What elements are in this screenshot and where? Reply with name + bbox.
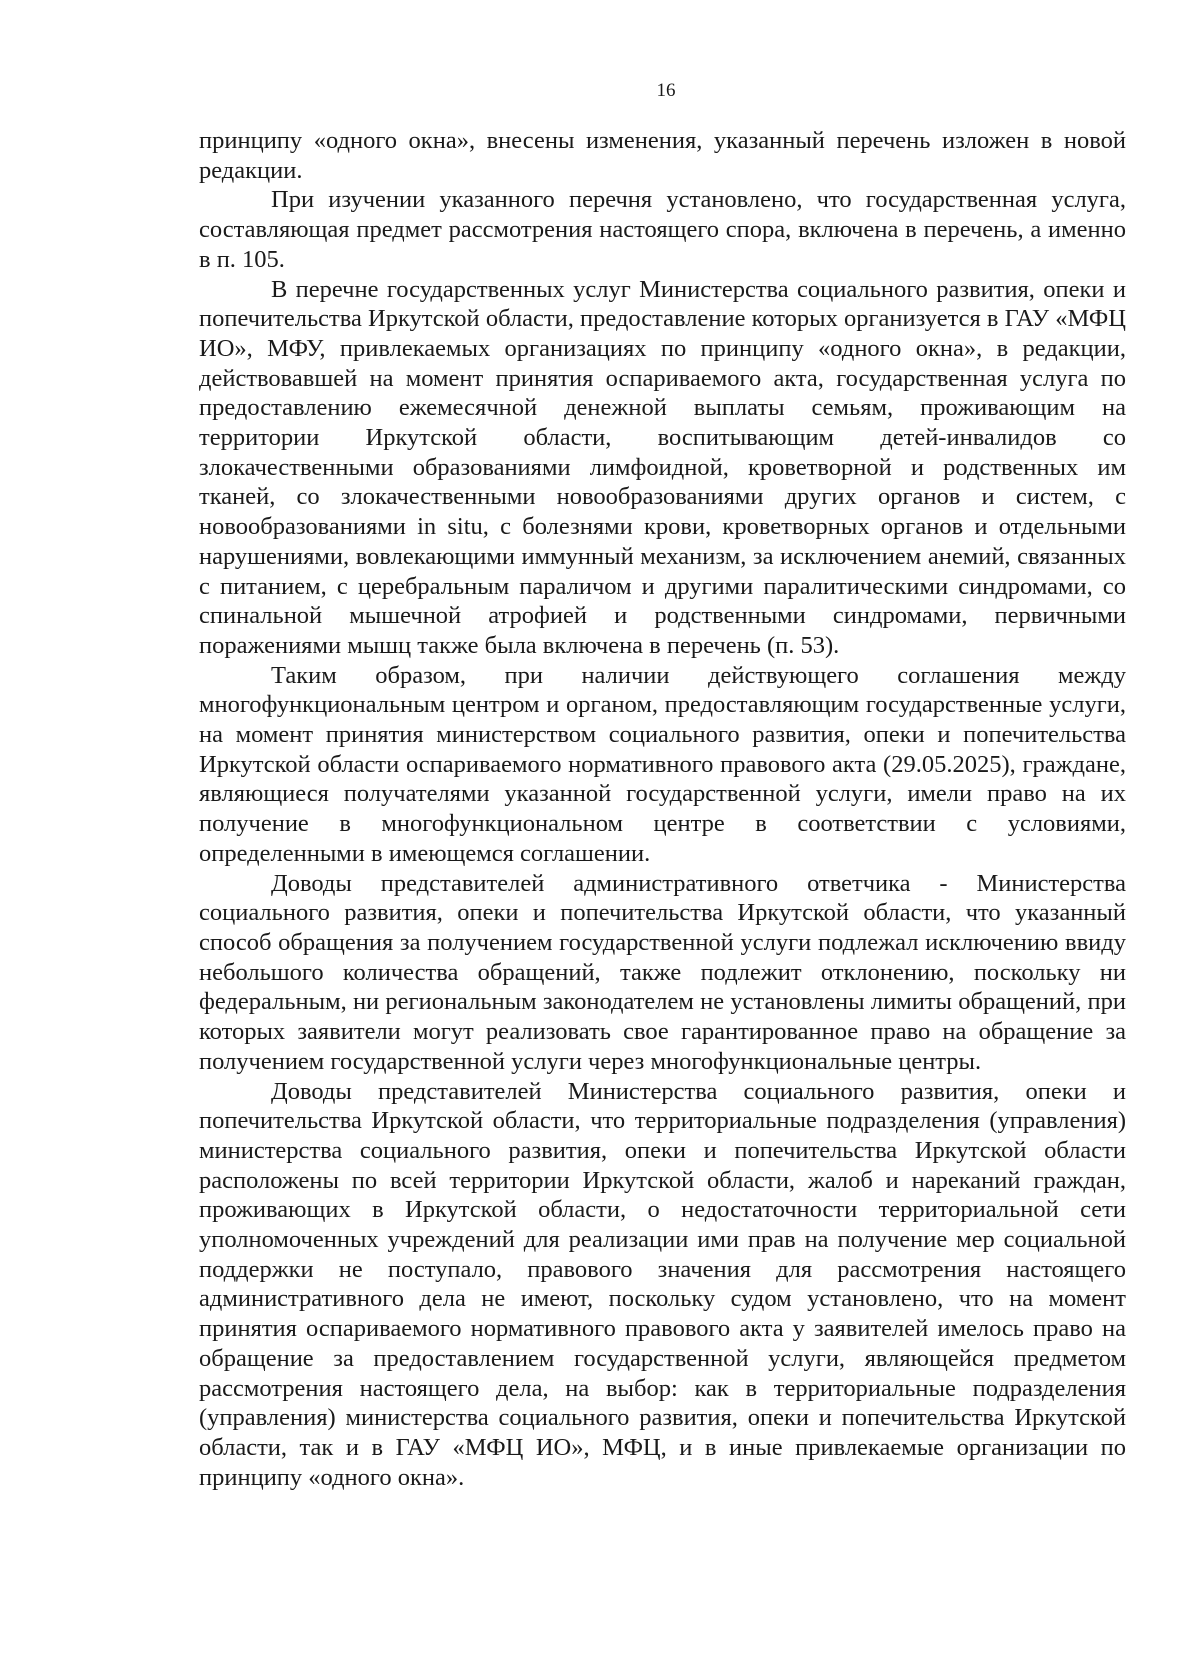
paragraph: Доводы представителей административного ответчика - Министерства социального развития, опеки и попечительства Иркутской области, что указанный способ обращения за получением государственной услуги подлежал исключению ввиду небольшого количества обращений, также подлежит отклонению, поскольку ни федеральным, ни региональным законодателем не установлены лимиты обращений, при которых заявители могут реализовать свое гарантированное право на обращение за получением государственной услуги через многофункциональные центры. bbox=[199, 869, 1126, 1075]
page-number: 16 bbox=[656, 80, 676, 101]
document-body bbox=[199, 126, 1126, 1492]
paragraph: Таким образом, при наличии действующего соглашения между многофункциональным центром и органом, предоставляющим государственные услуги, на момент принятия министерством социального развития, опеки и попечительства Иркутской области оспариваемого нормативного правового акта (29.05.2025), граждане, являющиеся получателями указанной государственной услуги, имели право на их получение в многофункциональном центре в соответствии с условиями, определенными в имеющемся соглашении. bbox=[199, 661, 1126, 867]
paragraph-continuation: принципу «одного окна», внесены изменения, указанный перечень изложен в новой редакции. bbox=[199, 127, 1126, 184]
paragraph: При изучении указанного перечня установлено, что государственная услуга, составляющая предмет рассмотрения настоящего спора, включена в перечень, а именно в п. 105. bbox=[199, 186, 1126, 273]
paragraph: В перечне государственных услуг Министерства социального развития, опеки и попечительства Иркутской области, предоставление которых организуется в ГАУ «МФЦ ИО», МФУ, привлекаемых организациях по принципу «одного окна», в редакции, действовавшей на момент принятия оспариваемого акта, государственная услуга по предоставлению ежемесячной денежной выплаты семьям, проживающим на территории Иркутской области, воспитывающим детей-инвалидов со злокачественными образованиями лимфоидной, кроветворной и родственных им тканей, со злокачественными новообразованиями других органов и систем, с новообразованиями in situ, с болезнями крови, кроветворных органов и отдельными нарушениями, вовлекающими иммунный механизм, за исключением анемий, связанных с питанием, с церебральным параличом и другими паралитическими синдромами, со спинальной мышечной атрофией и родственными синдромами, первичными поражениями мышц также была включена в перечень (п. 53). bbox=[199, 275, 1126, 659]
paragraph: Доводы представителей Министерства социального развития, опеки и попечительства Иркутской области, что территориальные подразделения (управления) министерства социального развития, опеки и попечительства Иркутской области расположены по всей территории Иркутской области, жалоб и нареканий граждан, проживающих в Иркутской области, о недостаточности территориальной сети уполномоченных учреждений для реализации ими прав на получение мер социальной поддержки не поступало, правового значения для рассмотрения настоящего административного дела не имеют, поскольку судом установлено, что на момент принятия оспариваемого нормативного правового акта у заявителей имелось право на обращение за предоставлением государственной услуги, являющейся предметом рассмотрения настоящего дела, на выбор: как в территориальные подразделения (управления) министерства социального развития, опеки и попечительства Иркутской области, так и в ГАУ «МФЦ ИО», МФЦ, и в иные привлекаемые организации по принципу «одного окна». bbox=[199, 1077, 1126, 1491]
